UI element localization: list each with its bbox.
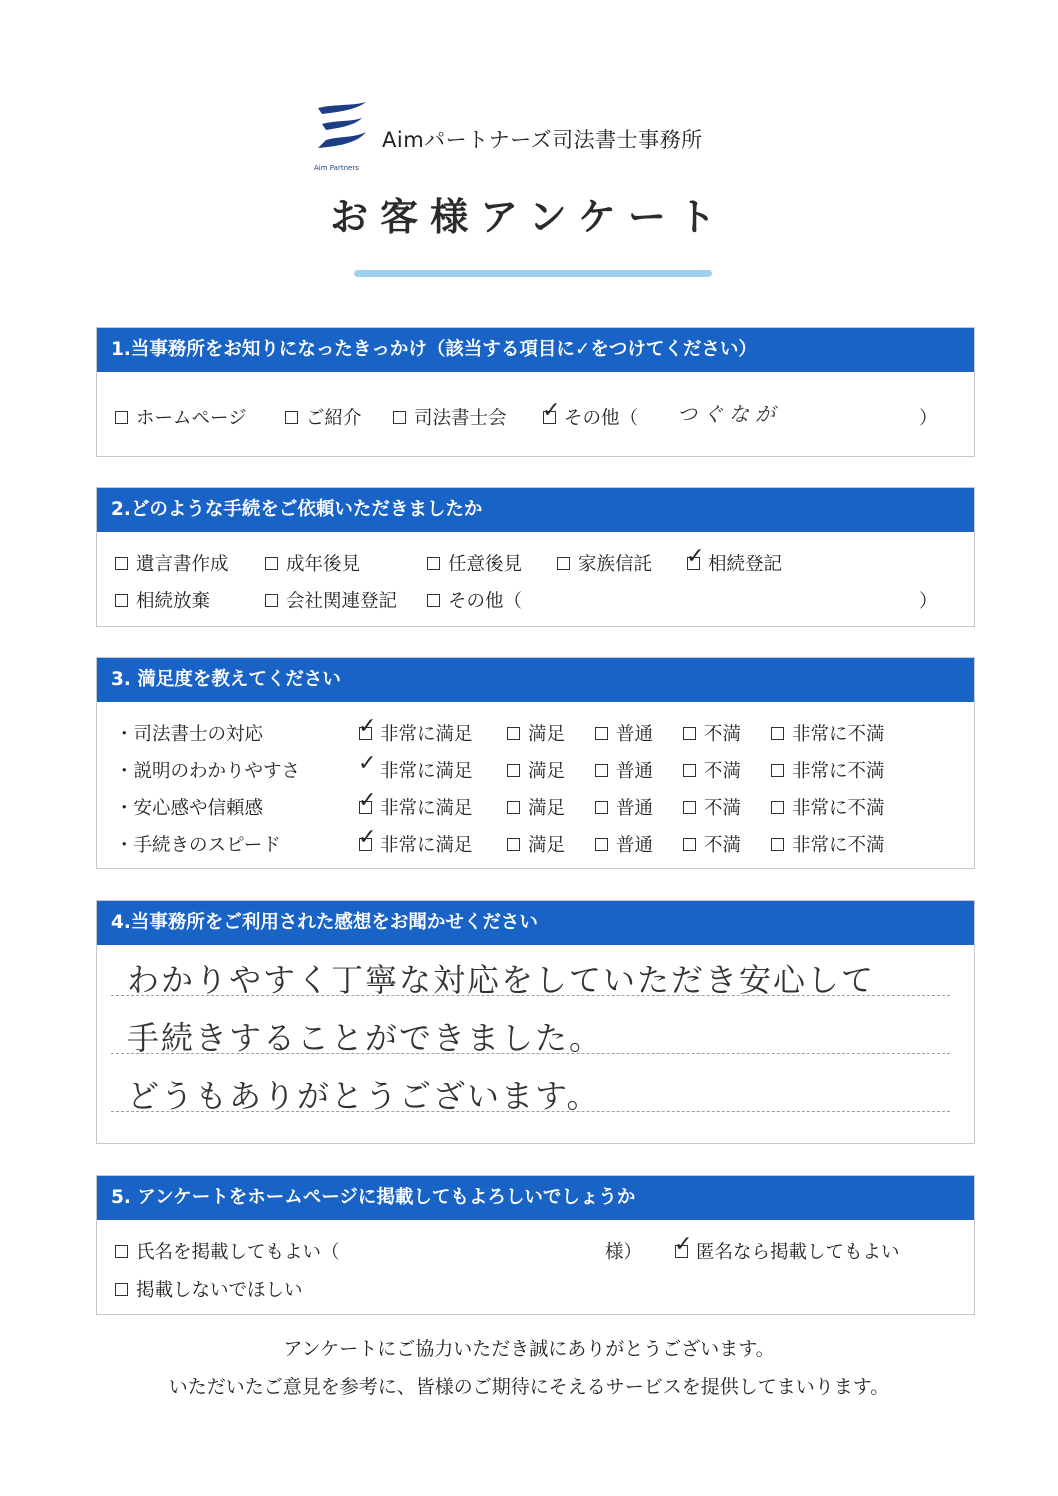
- q1-option-other[interactable]: ✓ その他（: [542, 397, 639, 429]
- q3-row-label: ・安心感や信頼感: [115, 798, 264, 819]
- page-title: お客様アンケート: [330, 195, 728, 239]
- q3-row1-dissatisfied[interactable]: 不満: [683, 757, 741, 783]
- title-underline: [354, 270, 712, 277]
- q2-option-guardianship[interactable]: 成年後見: [265, 550, 360, 576]
- checkbox-checked[interactable]: [674, 1231, 693, 1258]
- writing-rule: [111, 1111, 950, 1112]
- checkbox-checked[interactable]: [358, 750, 377, 777]
- q3-row2-neutral[interactable]: 普通: [595, 794, 653, 820]
- q2-body: [97, 532, 974, 626]
- q3-row2-very-dissatisfied[interactable]: 非常に不満: [771, 794, 885, 820]
- q2-option-voluntary-guardianship[interactable]: 任意後見: [427, 550, 522, 576]
- firm-logo: [314, 102, 368, 172]
- q3-row1-very-dissatisfied[interactable]: 非常に不満: [771, 757, 885, 783]
- checkbox-checked[interactable]: [358, 713, 377, 740]
- logo-text: Aim Partners: [314, 164, 359, 172]
- q3-row1-very-satisfied[interactable]: ✓ 非常に満足: [358, 750, 473, 782]
- checkbox[interactable]: [115, 1245, 128, 1258]
- q3-row3-very-dissatisfied[interactable]: 非常に不満: [771, 831, 885, 857]
- section-q5: [96, 1175, 975, 1315]
- checkbox[interactable]: [683, 838, 696, 851]
- checkbox[interactable]: [427, 557, 440, 570]
- checkbox[interactable]: [427, 594, 440, 607]
- q4-title: 4.当事務所をご利用された感想をお聞かせください: [97, 901, 974, 945]
- footer-note: いただいたご意見を参考に、皆様のご期待にそえるサービスを提供してまいります。: [168, 1376, 890, 1398]
- checkbox[interactable]: [595, 838, 608, 851]
- check-mark-icon: ✓: [358, 713, 377, 739]
- q2-option-corporate-registration[interactable]: 会社関連登記: [265, 587, 397, 613]
- section-q3: [96, 657, 975, 869]
- q1-title: 1.当事務所をお知りになったきっかけ（該当する項目に✓をつけてください）: [97, 328, 974, 372]
- q3-row0-dissatisfied[interactable]: 不満: [683, 720, 741, 746]
- q3-row0-satisfied[interactable]: 満足: [507, 720, 565, 746]
- q3-row-label: ・説明のわかりやすさ: [115, 761, 301, 782]
- check-mark-icon: ✓: [542, 397, 561, 423]
- writing-rule: [111, 1053, 950, 1054]
- checkbox[interactable]: [115, 557, 128, 570]
- checkbox[interactable]: [507, 838, 520, 851]
- footer-thanks: アンケートにご協力いただき誠にありがとうございます。: [283, 1338, 775, 1360]
- q1-option-association[interactable]: 司法書士会: [393, 404, 507, 430]
- q5-name-suffix: 様）: [605, 1242, 643, 1263]
- q1-other-handwritten: つぐなが: [677, 402, 781, 426]
- q2-option-will[interactable]: 遺言書作成: [115, 550, 229, 576]
- section-q1: [96, 327, 975, 457]
- q5-title: 5. アンケートをホームページに掲載してもよろしいでしょうか: [97, 1176, 974, 1220]
- q3-row0-very-satisfied[interactable]: ✓ 非常に満足: [358, 713, 473, 745]
- section-q2: [96, 487, 975, 627]
- checkbox[interactable]: [507, 764, 520, 777]
- checkbox[interactable]: [115, 1283, 128, 1296]
- q3-title: 3. 満足度を教えてください: [97, 658, 974, 702]
- q1-body: [97, 372, 974, 456]
- checkbox[interactable]: [265, 594, 278, 607]
- q2-option-family-trust[interactable]: 家族信託: [557, 550, 652, 576]
- q2-close-paren: ）: [919, 591, 938, 612]
- q3-row3-neutral[interactable]: 普通: [595, 831, 653, 857]
- q3-row-label: ・手続きのスピード: [115, 835, 281, 856]
- q2-option-other[interactable]: その他（: [427, 587, 522, 613]
- checkbox[interactable]: [115, 594, 128, 607]
- q3-body: [97, 702, 974, 868]
- logo-row: [314, 102, 703, 172]
- checkbox[interactable]: [507, 801, 520, 814]
- checkbox-checked[interactable]: [542, 397, 561, 424]
- q5-option-do-not-publish[interactable]: 掲載しないでほしい: [115, 1276, 303, 1302]
- checkbox[interactable]: [683, 727, 696, 740]
- checkbox[interactable]: [557, 557, 570, 570]
- checkbox[interactable]: [115, 411, 128, 424]
- check-mark-icon: ✓: [686, 543, 705, 569]
- q5-option-anonymous[interactable]: ✓ 匿名なら掲載してもよい: [674, 1231, 900, 1263]
- check-mark-icon: ✓: [358, 824, 377, 850]
- q3-row-label: ・司法書士の対応: [115, 724, 264, 745]
- comment-line: わかりやすく丁寧な対応をしていただき安心して: [127, 961, 876, 999]
- checkbox[interactable]: [683, 764, 696, 777]
- q1-close-paren: ）: [919, 408, 938, 429]
- checkbox[interactable]: [771, 838, 784, 851]
- q3-row2-satisfied[interactable]: 満足: [507, 794, 565, 820]
- q4-body[interactable]: [97, 945, 974, 1143]
- q3-row3-dissatisfied[interactable]: 不満: [683, 831, 741, 857]
- checkbox-checked[interactable]: [358, 824, 377, 851]
- comment-line: 手続きすることができました。: [127, 1019, 604, 1057]
- q5-body: [97, 1220, 974, 1314]
- q3-row3-satisfied[interactable]: 満足: [507, 831, 565, 857]
- writing-rule: [111, 995, 950, 996]
- checkbox[interactable]: [771, 801, 784, 814]
- checkbox[interactable]: [265, 557, 278, 570]
- q3-row1-neutral[interactable]: 普通: [595, 757, 653, 783]
- checkbox[interactable]: [595, 801, 608, 814]
- q1-option-homepage[interactable]: ホームページ: [115, 404, 247, 430]
- checkbox[interactable]: [507, 727, 520, 740]
- checkbox[interactable]: [285, 411, 298, 424]
- check-mark-icon: ✓: [358, 750, 377, 776]
- firm-name: Aimパートナーズ司法書士事務所: [382, 128, 703, 152]
- comment-line: どうもありがとうございます。: [127, 1077, 601, 1115]
- page-header: [0, 90, 1058, 290]
- checkbox-checked[interactable]: [358, 787, 377, 814]
- q3-row3-very-satisfied[interactable]: ✓ 非常に満足: [358, 824, 473, 856]
- q2-option-renunciation[interactable]: 相続放棄: [115, 587, 210, 613]
- checkbox[interactable]: [595, 727, 608, 740]
- q3-row0-neutral[interactable]: 普通: [595, 720, 653, 746]
- checkbox[interactable]: [595, 764, 608, 777]
- q2-title: 2.どのような手続をご依頼いただきましたか: [97, 488, 974, 532]
- checkbox-checked[interactable]: [686, 543, 705, 570]
- q3-row2-very-satisfied[interactable]: ✓ 非常に満足: [358, 787, 473, 819]
- q3-row1-satisfied[interactable]: 満足: [507, 757, 565, 783]
- q5-option-publish-name[interactable]: 氏名を掲載してもよい（: [115, 1238, 340, 1264]
- section-q4: [96, 900, 975, 1144]
- checkbox[interactable]: [393, 411, 406, 424]
- check-mark-icon: ✓: [358, 787, 377, 813]
- checkbox[interactable]: [771, 727, 784, 740]
- q1-option-referral[interactable]: ご紹介: [285, 404, 362, 430]
- q2-option-inheritance-registration[interactable]: ✓ 相続登記: [686, 543, 783, 575]
- check-mark-icon: ✓: [674, 1231, 693, 1257]
- checkbox[interactable]: [683, 801, 696, 814]
- checkbox[interactable]: [771, 764, 784, 777]
- q3-row2-dissatisfied[interactable]: 不満: [683, 794, 741, 820]
- q3-row0-very-dissatisfied[interactable]: 非常に不満: [771, 720, 885, 746]
